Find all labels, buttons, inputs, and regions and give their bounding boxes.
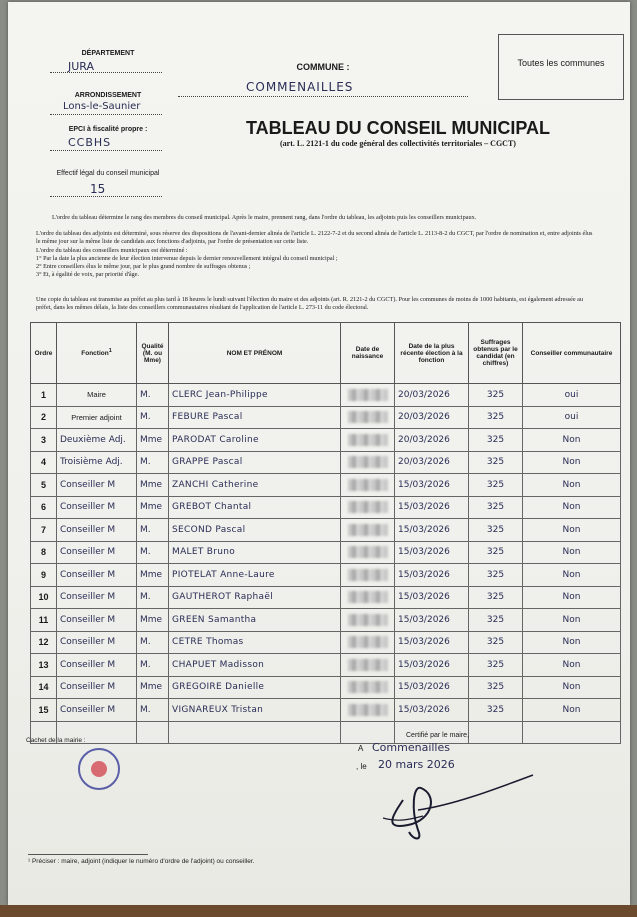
communautaire-cell: Non — [523, 429, 621, 452]
redacted-birthdate — [348, 681, 388, 693]
communautaire-cell: Non — [523, 676, 621, 699]
adjoints-paragraph: L'ordre du tableau des adjoints est déterminé, sous réserve des dispositions de l'avant-dernier alinéa de l'article L. 2122-7-2 et du second alinéa de l'article L. 2113-8-2 du CGCT, par l'ordre de nomination et, entre adjoints élus le même jour sur la même liste de candidats aux fonctions d'adjoints, par l'ordre de présentation sur cette liste. — [36, 230, 593, 245]
header-nom: NOM ET PRÉNOM — [169, 323, 341, 384]
election-cell: 15/03/2026 — [395, 519, 469, 542]
ordre-cell: 2 — [31, 406, 57, 429]
qualite-cell: M. — [137, 541, 169, 564]
header-fonction — [57, 323, 137, 384]
qualite-cell: M. — [137, 406, 169, 429]
suffrages-cell: 325 — [469, 631, 523, 654]
suffrages-cell: 325 — [469, 474, 523, 497]
table-row — [31, 609, 621, 632]
naissance-cell — [341, 586, 395, 609]
communautaire-cell: oui — [523, 406, 621, 429]
header-naissance: Date de naissance — [341, 323, 395, 384]
redacted-birthdate — [348, 636, 388, 648]
effectif-value: 15 — [90, 182, 106, 196]
effectif-line — [50, 196, 162, 197]
suffrages-cell: 325 — [469, 586, 523, 609]
election-cell: 15/03/2026 — [395, 586, 469, 609]
header-communautaire: Conseiller communautaire — [523, 323, 621, 384]
rule-2: 2° Entre conseillers élus le même jour, par le plus grand nombre de suffrages obtenus ; — [36, 263, 251, 270]
election-cell: 20/03/2026 — [395, 406, 469, 429]
table-row — [31, 406, 621, 429]
fonction-cell: Conseiller M — [57, 541, 137, 564]
fonction-cell: Premier adjoint — [57, 406, 137, 429]
header-suffrages: Suffrages obtenus par le candidat (en chiffres) — [469, 323, 523, 384]
departement-value: JURA — [68, 60, 95, 73]
suffrages-cell: 325 — [469, 519, 523, 542]
table-row — [31, 676, 621, 699]
effectif-label: Effectif légal du conseil municipal — [56, 170, 160, 177]
header-ordre: Ordre — [31, 323, 57, 384]
ordre-cell: 13 — [31, 654, 57, 677]
commune-line — [178, 96, 468, 97]
table-row — [31, 541, 621, 564]
ordre-cell: 11 — [31, 609, 57, 632]
qualite-cell: Mme — [137, 429, 169, 452]
nom-cell: GREBOT Chantal — [169, 496, 341, 519]
qualite-cell: M. — [137, 384, 169, 407]
nom-cell: GREGOIRE Danielle — [169, 676, 341, 699]
election-cell: 15/03/2026 — [395, 609, 469, 632]
redacted-birthdate — [348, 546, 388, 558]
table-row — [31, 564, 621, 587]
qualite-cell: Mme — [137, 496, 169, 519]
naissance-cell — [341, 451, 395, 474]
election-cell: 15/03/2026 — [395, 676, 469, 699]
page-title: TABLEAU DU CONSEIL MUNICIPAL — [246, 118, 550, 138]
suffrages-cell: 325 — [469, 654, 523, 677]
election-cell: 20/03/2026 — [395, 384, 469, 407]
redacted-birthdate — [348, 501, 388, 513]
suffrages-cell: 325 — [469, 609, 523, 632]
nom-cell: VIGNAREUX Tristan — [169, 699, 341, 722]
fonction-cell: Conseiller M — [57, 699, 137, 722]
table-row — [31, 451, 621, 474]
rule-1: 1° Par la date la plus ancienne de leur élection intervenue depuis le dernier renouvellement intégral du conseil municipal ; — [36, 255, 338, 262]
header-qualite: Qualité (M. ou Mme) — [137, 323, 169, 384]
redacted-birthdate — [348, 524, 388, 536]
communautaire-cell: Non — [523, 564, 621, 587]
communautaire-cell: Non — [523, 496, 621, 519]
communautaire-cell: Non — [523, 699, 621, 722]
communautaire-cell: oui — [523, 384, 621, 407]
qualite-cell: M. — [137, 699, 169, 722]
lieu-value: Commenailles — [372, 741, 450, 754]
redacted-birthdate — [348, 434, 388, 446]
table-row — [31, 384, 621, 407]
arrondissement-line — [50, 114, 162, 115]
naissance-cell — [341, 654, 395, 677]
arrondissement-label: ARRONDISSEMENT — [74, 92, 142, 99]
qualite-cell: M. — [137, 654, 169, 677]
fonction-cell: Conseiller M — [57, 496, 137, 519]
arrondissement-value: Lons-le-Saunier — [63, 101, 141, 112]
suffrages-cell: 325 — [469, 384, 523, 407]
lieu-prefix: A — [358, 744, 364, 753]
fonction-cell: Deuxième Adj. — [57, 429, 137, 452]
redacted-birthdate — [348, 704, 388, 716]
ordre-cell: 12 — [31, 631, 57, 654]
empty-cell — [523, 721, 621, 744]
nom-cell: CHAPUET Madisson — [169, 654, 341, 677]
page-subtitle: (art. L. 2121-1 du code général des collectivités territoriales – CGCT) — [280, 139, 516, 148]
epci-label: EPCI à fiscalité propre : — [68, 126, 148, 133]
election-cell: 15/03/2026 — [395, 541, 469, 564]
footnote: ¹ Préciser : maire, adjoint (indiquer le numéro d'ordre de l'adjoint) ou conseiller. — [28, 858, 255, 865]
fonction-cell: Conseiller M — [57, 474, 137, 497]
election-cell: 15/03/2026 — [395, 496, 469, 519]
communautaire-cell: Non — [523, 654, 621, 677]
redacted-birthdate — [348, 659, 388, 671]
naissance-cell — [341, 541, 395, 564]
election-cell: 20/03/2026 — [395, 451, 469, 474]
naissance-cell — [341, 474, 395, 497]
epci-line — [50, 150, 162, 151]
qualite-cell: Mme — [137, 676, 169, 699]
election-cell: 15/03/2026 — [395, 564, 469, 587]
nom-cell: GRAPPE Pascal — [169, 451, 341, 474]
redacted-birthdate — [348, 456, 388, 468]
election-cell: 15/03/2026 — [395, 699, 469, 722]
ordre-cell: 15 — [31, 699, 57, 722]
redacted-birthdate — [348, 614, 388, 626]
fonction-cell: Conseiller M — [57, 564, 137, 587]
conseillers-paragraph: L'ordre du tableau des conseillers municipaux est déterminé : — [36, 247, 188, 254]
table-row-empty — [31, 721, 621, 744]
table-row — [31, 586, 621, 609]
fonction-cell: Conseiller M — [57, 631, 137, 654]
conseil-table — [30, 322, 621, 744]
departement-line — [50, 72, 162, 73]
naissance-cell — [341, 631, 395, 654]
nom-cell: GAUTHEROT Raphaël — [169, 586, 341, 609]
empty-cell — [137, 721, 169, 744]
departement-label: DÉPARTEMENT — [81, 50, 135, 57]
suffrages-cell: 325 — [469, 451, 523, 474]
suffrages-cell: 325 — [469, 406, 523, 429]
empty-cell — [169, 721, 341, 744]
ordre-cell: 4 — [31, 451, 57, 474]
epci-value: CCBHS — [68, 136, 112, 149]
nom-cell: SECOND Pascal — [169, 519, 341, 542]
suffrages-cell: 325 — [469, 676, 523, 699]
nom-cell: CLERC Jean-Philippe — [169, 384, 341, 407]
ordre-cell: 14 — [31, 676, 57, 699]
commune-value: COMMENAILLES — [246, 80, 354, 94]
naissance-cell — [341, 564, 395, 587]
communautaire-cell: Non — [523, 586, 621, 609]
table-row — [31, 519, 621, 542]
election-cell: 15/03/2026 — [395, 474, 469, 497]
copie-paragraph: Une copie du tableau est transmise au préfet au plus tard à 18 heures le lundi suivant l'élection du maire et des adjoints (art. R. 2121-2 du CGCT). Pour les communes de moins de 1000 habitants, est également adressée au préfet, dans les mêmes délais, la liste des conseillers communautaires résultant de l'application de l'article L. 273-11 du code électoral. — [36, 296, 584, 311]
ordre-cell: 5 — [31, 474, 57, 497]
redacted-birthdate — [348, 591, 388, 603]
document-page — [8, 2, 630, 905]
communautaire-cell: Non — [523, 519, 621, 542]
nom-cell: MALET Bruno — [169, 541, 341, 564]
fonction-cell: Conseiller M — [57, 654, 137, 677]
ordre-cell: 7 — [31, 519, 57, 542]
maire-signature — [363, 770, 543, 850]
suffrages-cell: 325 — [469, 429, 523, 452]
ordre-cell: 6 — [31, 496, 57, 519]
communautaire-cell: Non — [523, 631, 621, 654]
redacted-birthdate — [348, 411, 388, 423]
communautaire-cell: Non — [523, 541, 621, 564]
election-cell: 20/03/2026 — [395, 429, 469, 452]
date-value: 20 mars 2026 — [378, 758, 455, 771]
qualite-cell: M. — [137, 519, 169, 542]
nom-cell: PIOTELAT Anne-Laure — [169, 564, 341, 587]
ordre-cell: 9 — [31, 564, 57, 587]
qualite-cell: M. — [137, 451, 169, 474]
header-fonction-sup: 1 — [108, 348, 112, 355]
date-prefix: , le — [356, 762, 367, 771]
footnote-rule — [28, 854, 148, 855]
naissance-cell — [341, 609, 395, 632]
background-floor — [0, 905, 637, 917]
qualite-cell: Mme — [137, 609, 169, 632]
toutes-communes-box: Toutes les communes — [498, 34, 624, 100]
nom-cell: FEBURE Pascal — [169, 406, 341, 429]
table-row — [31, 699, 621, 722]
naissance-cell — [341, 384, 395, 407]
naissance-cell — [341, 699, 395, 722]
fonction-cell: Conseiller M — [57, 519, 137, 542]
header-election: Date de la plus récente élection à la fonction — [395, 323, 469, 384]
intro-paragraph: L'ordre du tableau détermine le rang des membres du conseil municipal. Après le maire, prennent rang, dans l'ordre du tableau, les adjoints puis les conseillers municipaux. — [52, 214, 477, 221]
table-row — [31, 631, 621, 654]
qualite-cell: Mme — [137, 474, 169, 497]
naissance-cell — [341, 496, 395, 519]
nom-cell: GREEN Samantha — [169, 609, 341, 632]
certifie-label: Certifié par le maire, — [406, 732, 470, 739]
election-cell: 15/03/2026 — [395, 631, 469, 654]
communautaire-cell: Non — [523, 609, 621, 632]
naissance-cell — [341, 406, 395, 429]
suffrages-cell: 325 — [469, 496, 523, 519]
ordre-cell: 10 — [31, 586, 57, 609]
naissance-cell — [341, 676, 395, 699]
naissance-cell — [341, 519, 395, 542]
communautaire-cell: Non — [523, 451, 621, 474]
suffrages-cell: 325 — [469, 699, 523, 722]
qualite-cell: M. — [137, 631, 169, 654]
redacted-birthdate — [348, 389, 388, 401]
election-cell: 15/03/2026 — [395, 654, 469, 677]
nom-cell: ZANCHI Catherine — [169, 474, 341, 497]
mairie-stamp — [78, 748, 120, 790]
table-row — [31, 654, 621, 677]
header-fonction-text: Fonction — [81, 350, 109, 358]
redacted-birthdate — [348, 569, 388, 581]
table-row — [31, 429, 621, 452]
fonction-cell: Conseiller M — [57, 676, 137, 699]
qualite-cell: M. — [137, 586, 169, 609]
redacted-birthdate — [348, 479, 388, 491]
qualite-cell: Mme — [137, 564, 169, 587]
cachet-label: Cachet de la mairie : — [26, 737, 86, 744]
fonction-cell: Maire — [57, 384, 137, 407]
commune-label: COMMUNE : — [296, 62, 350, 72]
fonction-cell: Troisième Adj. — [57, 451, 137, 474]
nom-cell: CETRE Thomas — [169, 631, 341, 654]
suffrages-cell: 325 — [469, 564, 523, 587]
empty-cell — [469, 721, 523, 744]
communautaire-cell: Non — [523, 474, 621, 497]
ordre-cell: 8 — [31, 541, 57, 564]
table-body — [31, 384, 621, 744]
suffrages-cell: 325 — [469, 541, 523, 564]
fonction-cell: Conseiller M — [57, 609, 137, 632]
table-row — [31, 496, 621, 519]
ordre-cell: 3 — [31, 429, 57, 452]
naissance-cell — [341, 429, 395, 452]
fonction-cell: Conseiller M — [57, 586, 137, 609]
ordre-cell: 1 — [31, 384, 57, 407]
nom-cell: PARODAT Caroline — [169, 429, 341, 452]
rule-3: 3° Et, à égalité de voix, par priorité d'âge. — [36, 271, 140, 278]
table-row — [31, 474, 621, 497]
table-header-row — [31, 323, 621, 384]
